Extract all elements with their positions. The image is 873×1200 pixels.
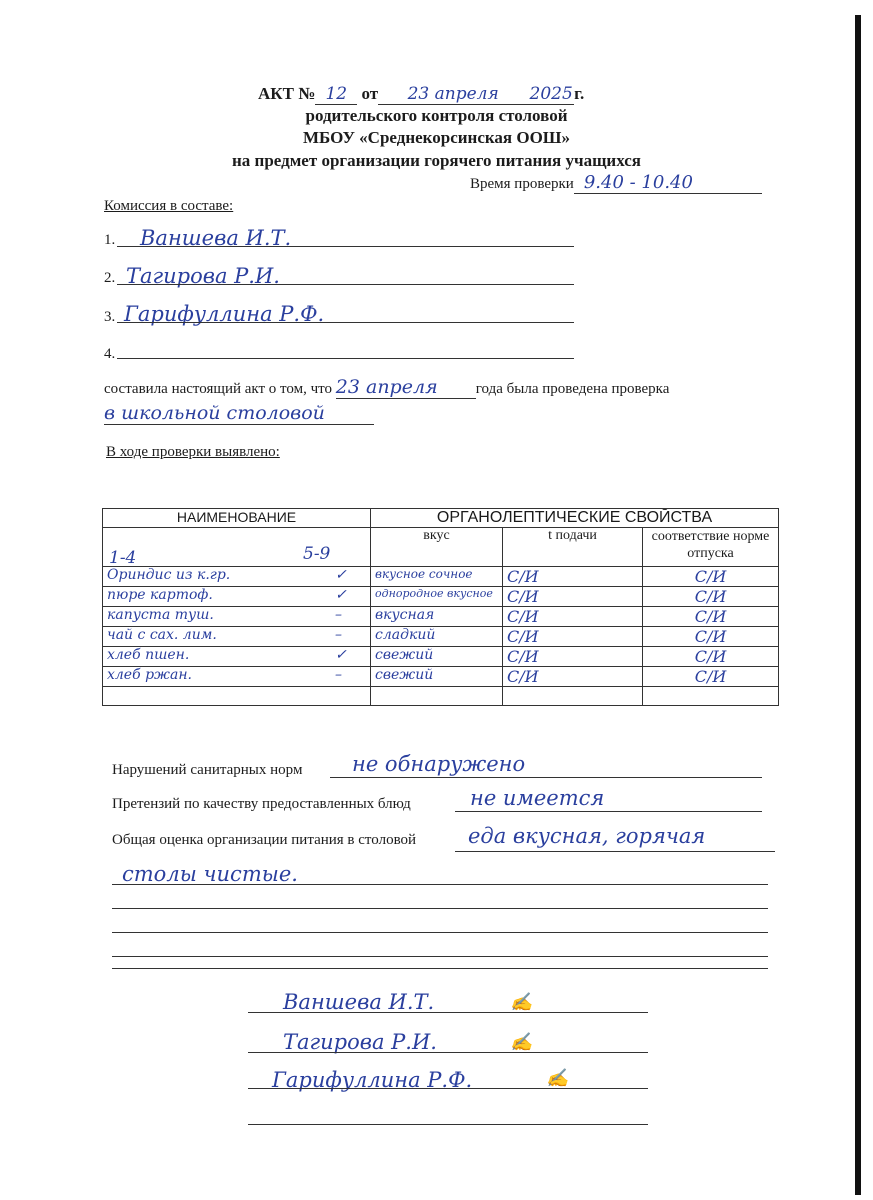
act-title: АКТ № 12 от 23 апреля 2025г. bbox=[258, 84, 585, 104]
claims-label: Претензий по качеству предоставленных блюд bbox=[112, 796, 411, 812]
signature-4-line bbox=[248, 1124, 648, 1125]
time-value: 9.40 - 10.40 bbox=[574, 172, 762, 194]
signature-3-mark: ✍ bbox=[546, 1068, 569, 1089]
signature-2-mark: ✍ bbox=[510, 1032, 533, 1053]
violations-label: Нарушений санитарных норм bbox=[112, 762, 303, 778]
overall-line-4 bbox=[112, 932, 768, 933]
col-props-header: ОРГАНОЛЕПТИЧЕСКИЕ СВОЙСТВА bbox=[371, 509, 779, 528]
violations-line bbox=[330, 777, 762, 778]
sub-temp-header: t подачи bbox=[503, 528, 643, 567]
sub-norm-header: соответствие норме отпуска bbox=[643, 528, 779, 567]
overall-line-5 bbox=[112, 956, 768, 957]
overall-value-1: еда вкусная, горячая bbox=[468, 824, 706, 848]
overall-line-1 bbox=[455, 851, 775, 852]
title-line-2: родительского контроля столовой bbox=[305, 106, 568, 125]
table-row-empty bbox=[103, 687, 779, 706]
grades-left: 1-4 bbox=[109, 548, 137, 567]
member-4: 4. bbox=[104, 346, 116, 362]
title-line-3: МБОУ «Среднекорсинская ООШ» bbox=[303, 128, 570, 147]
member-4-line bbox=[117, 358, 574, 359]
sub-taste-header: вкус bbox=[371, 528, 503, 567]
table-row: хлеб ржан. – свежий С/И С/И bbox=[103, 667, 779, 687]
signature-3-line bbox=[248, 1088, 648, 1089]
table-row: капуста туш. – вкусная С/И С/И bbox=[103, 607, 779, 627]
scan-edge bbox=[855, 15, 861, 1195]
col-name-header: НАИМЕНОВАНИЕ bbox=[103, 509, 371, 528]
member-3-name: Гарифуллина Р.Ф. bbox=[124, 302, 325, 326]
overall-value-2: столы чистые. bbox=[122, 862, 298, 886]
member-3: 3. bbox=[104, 309, 116, 325]
table-row: Ориндис из к.гр. ✓ вкусное сочное С/И С/И bbox=[103, 567, 779, 587]
member-1: 1. bbox=[104, 232, 116, 248]
statement-date: 23 апреля bbox=[336, 376, 476, 399]
act-number: 12 bbox=[315, 84, 357, 105]
statement-line: составила настоящий акт о том, что 23 апреля года была проведена проверка bbox=[104, 376, 670, 398]
overall-line-6 bbox=[112, 968, 768, 969]
signature-3: Гарифуллина Р.Ф. bbox=[272, 1068, 473, 1092]
grades-cell bbox=[103, 528, 371, 567]
violations-value: не обнаружено bbox=[352, 752, 526, 776]
overall-label: Общая оценка организации питания в столовой bbox=[112, 832, 417, 848]
commission-label: Комиссия в составе: bbox=[104, 198, 234, 214]
inspection-time: Время проверки 9.40 - 10.40 bbox=[470, 172, 762, 194]
statement-place: в школьной столовой bbox=[104, 402, 374, 425]
findings-table bbox=[102, 508, 779, 706]
title-line-4: на предмет организации горячего питания учащихся bbox=[232, 151, 641, 170]
act-date: 23 апреля bbox=[378, 84, 528, 105]
grades-right: 5-9 bbox=[303, 544, 331, 564]
member-2-name: Тагирова Р.И. bbox=[126, 264, 280, 288]
overall-line-3 bbox=[112, 908, 768, 909]
member-1-line bbox=[117, 246, 574, 247]
table-row: чай с сах. лим. – сладкий С/И С/И bbox=[103, 627, 779, 647]
table-row: пюре картоф. ✓ однородное вкусное С/И С/И bbox=[103, 587, 779, 607]
signature-1: Ваншева И.Т. bbox=[283, 990, 435, 1014]
act-year: 2025 bbox=[529, 84, 573, 104]
member-1-name: Ваншева И.Т. bbox=[140, 226, 292, 250]
member-2-line bbox=[117, 284, 574, 285]
signature-1-mark: ✍ bbox=[510, 992, 533, 1013]
table-row: хлеб пшен. ✓ свежий С/И С/И bbox=[103, 647, 779, 667]
findings-label: В ходе проверки выявлено: bbox=[106, 444, 280, 460]
member-2: 2. bbox=[104, 270, 116, 286]
overall-line-2 bbox=[112, 884, 768, 885]
signature-2: Тагирова Р.И. bbox=[283, 1030, 437, 1054]
claims-value: не имеется bbox=[470, 786, 605, 810]
member-3-line bbox=[117, 322, 574, 323]
signature-1-line bbox=[248, 1012, 648, 1013]
signature-2-line bbox=[248, 1052, 648, 1053]
claims-line bbox=[455, 811, 762, 812]
